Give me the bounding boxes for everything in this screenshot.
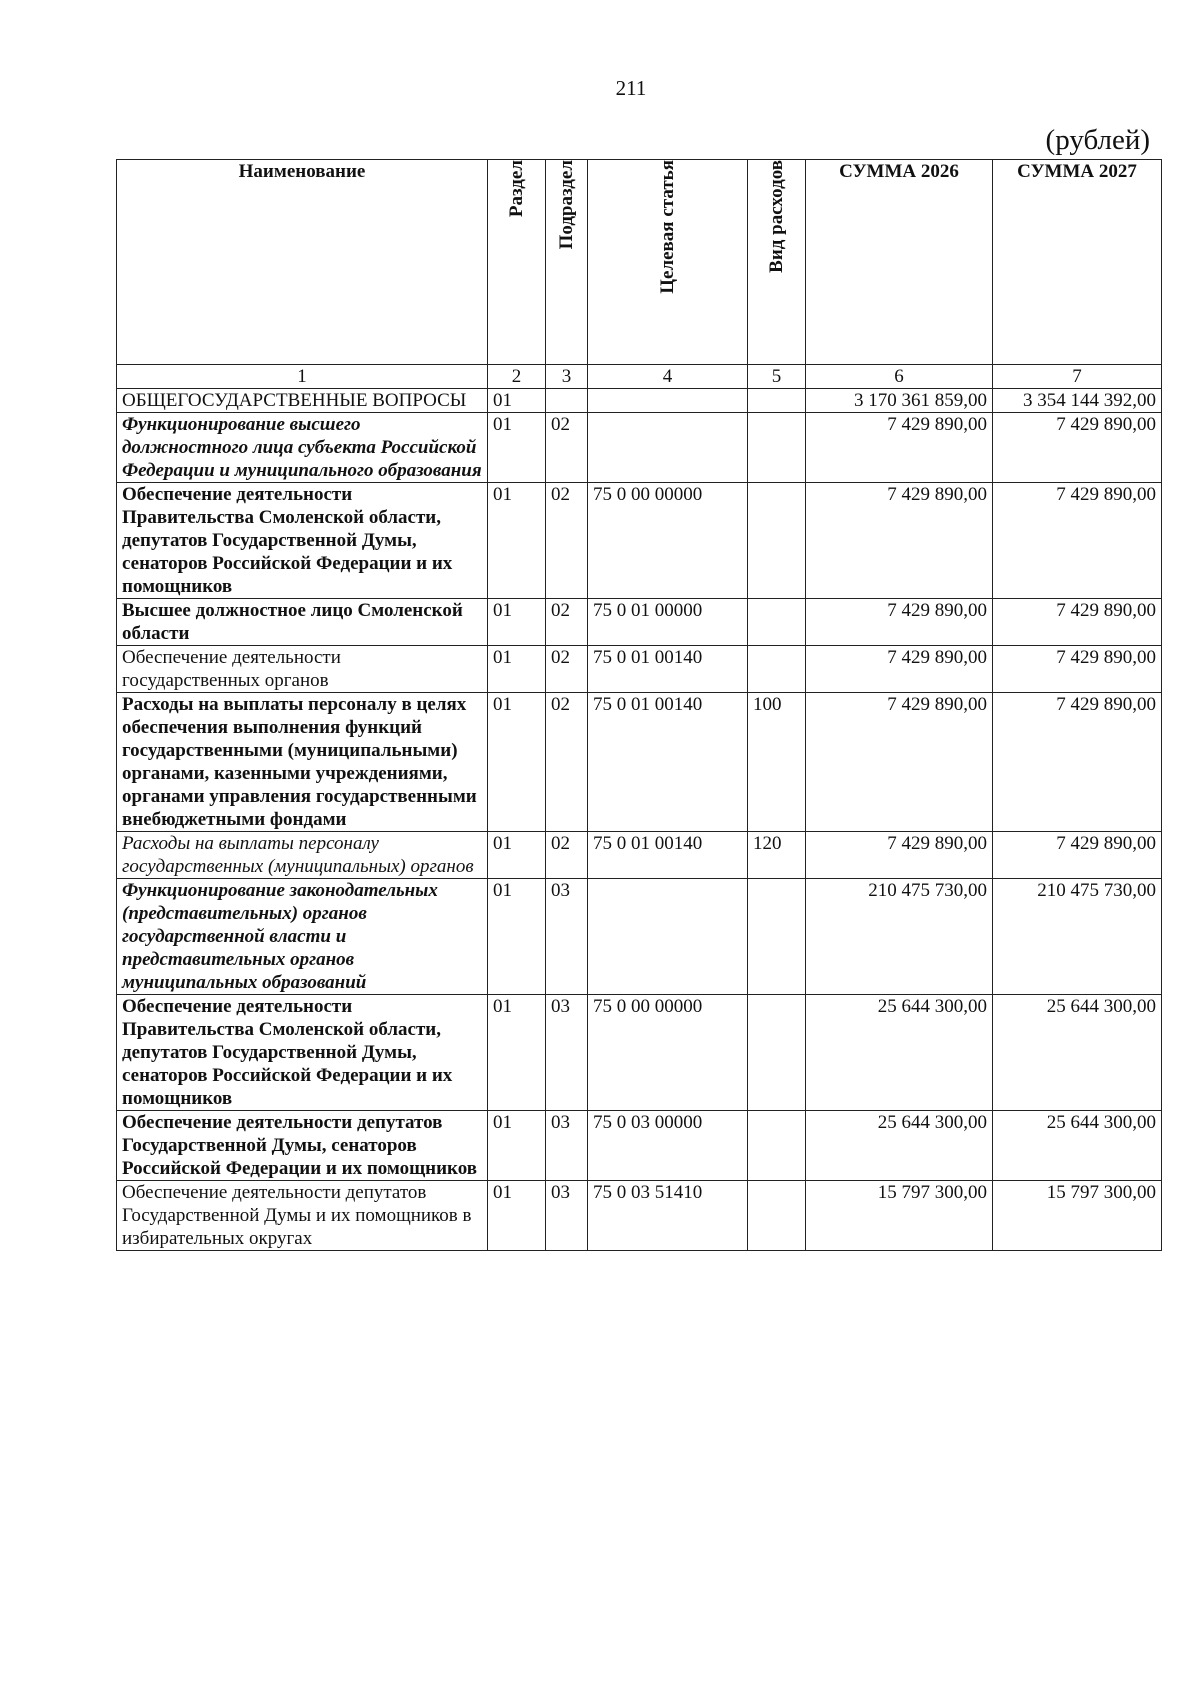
row-expense-type [748, 646, 806, 693]
row-subsection: 03 [546, 879, 588, 995]
column-number: 2 [488, 365, 546, 389]
row-name: Функционирование законодательных (представительных) органов государственной власти и представительных органов муниципальных образований [117, 879, 488, 995]
row-section: 01 [488, 693, 546, 832]
row-sum-2026: 7 429 890,00 [806, 693, 993, 832]
row-target: 75 0 00 00000 [588, 483, 748, 599]
row-section: 01 [488, 879, 546, 995]
row-expense-type: 100 [748, 693, 806, 832]
row-target: 75 0 01 00000 [588, 599, 748, 646]
header-name: Наименование [117, 160, 488, 365]
table-row [117, 599, 1162, 646]
row-subsection: 03 [546, 1181, 588, 1251]
row-sum-2026: 3 170 361 859,00 [806, 389, 993, 413]
row-sum-2027: 25 644 300,00 [993, 1111, 1162, 1181]
row-expense-type [748, 1181, 806, 1251]
row-subsection: 02 [546, 483, 588, 599]
row-subsection: 03 [546, 1111, 588, 1181]
page-number: 211 [615, 76, 647, 100]
row-subsection: 02 [546, 599, 588, 646]
row-section: 01 [488, 483, 546, 599]
row-section: 01 [488, 1181, 546, 1251]
row-name: Расходы на выплаты персоналу в целях обеспечения выполнения функций государственными (муниципальными) органами, казенными учреждениями, органами управления государственными внебюджетными фондами [117, 693, 488, 832]
row-target: 75 0 01 00140 [588, 646, 748, 693]
row-sum-2026: 210 475 730,00 [806, 879, 993, 995]
row-target: 75 0 03 00000 [588, 1111, 748, 1181]
table-row [117, 483, 1162, 599]
column-number: 1 [117, 365, 488, 389]
row-name: Обеспечение деятельности Правительства Смоленской области, депутатов Государственной Думы, сенаторов Российской Федерации и их помощников [117, 995, 488, 1111]
row-section: 01 [488, 599, 546, 646]
row-sum-2026: 25 644 300,00 [806, 995, 993, 1111]
header-sum-2026: СУММА 2026 [806, 160, 993, 365]
row-section: 01 [488, 413, 546, 483]
row-name: Обеспечение деятельности депутатов Государственной Думы и их помощников в избирательных округах [117, 1181, 488, 1251]
row-sum-2026: 25 644 300,00 [806, 1111, 993, 1181]
table-row [117, 832, 1162, 879]
column-number-row [117, 365, 1162, 389]
row-sum-2027: 7 429 890,00 [993, 693, 1162, 832]
table-row [117, 995, 1162, 1111]
row-section: 01 [488, 646, 546, 693]
row-sum-2027: 25 644 300,00 [993, 995, 1162, 1111]
row-section: 01 [488, 389, 546, 413]
row-section: 01 [488, 1111, 546, 1181]
row-name: Расходы на выплаты персоналу государственных (муниципальных) органов [117, 832, 488, 879]
units-label: (рублей) [1045, 124, 1150, 156]
row-expense-type [748, 413, 806, 483]
row-sum-2026: 7 429 890,00 [806, 483, 993, 599]
column-number: 4 [588, 365, 748, 389]
row-subsection [546, 389, 588, 413]
row-expense-type [748, 995, 806, 1111]
budget-table [116, 159, 1162, 1251]
row-sum-2027: 7 429 890,00 [993, 646, 1162, 693]
header-subsection: Подраздел [546, 160, 588, 365]
row-sum-2026: 7 429 890,00 [806, 413, 993, 483]
row-sum-2026: 7 429 890,00 [806, 832, 993, 879]
column-number: 5 [748, 365, 806, 389]
column-number: 7 [993, 365, 1162, 389]
table-row [117, 389, 1162, 413]
table-row [117, 879, 1162, 995]
row-target [588, 389, 748, 413]
row-target [588, 879, 748, 995]
row-subsection: 02 [546, 646, 588, 693]
row-name: Обеспечение деятельности Правительства Смоленской области, депутатов Государственной Думы, сенаторов Российской Федерации и их помощников [117, 483, 488, 599]
table-row [117, 693, 1162, 832]
table-row [117, 646, 1162, 693]
row-target: 75 0 01 00140 [588, 832, 748, 879]
column-number: 6 [806, 365, 993, 389]
row-target: 75 0 01 00140 [588, 693, 748, 832]
row-subsection: 02 [546, 413, 588, 483]
header-expense-type: Вид расходов [748, 160, 806, 365]
table-row [117, 413, 1162, 483]
row-name: Функционирование высшего должностного лица субъекта Российской Федерации и муниципального образования [117, 413, 488, 483]
row-name: ОБЩЕГОСУДАРСТВЕННЫЕ ВОПРОСЫ [117, 389, 488, 413]
header-row [117, 160, 1162, 365]
row-expense-type [748, 389, 806, 413]
row-expense-type [748, 599, 806, 646]
row-sum-2026: 7 429 890,00 [806, 599, 993, 646]
row-section: 01 [488, 995, 546, 1111]
row-expense-type [748, 483, 806, 599]
row-expense-type: 120 [748, 832, 806, 879]
row-target: 75 0 00 00000 [588, 995, 748, 1111]
row-section: 01 [488, 832, 546, 879]
row-sum-2027: 7 429 890,00 [993, 413, 1162, 483]
row-subsection: 02 [546, 693, 588, 832]
row-expense-type [748, 879, 806, 995]
row-sum-2027: 7 429 890,00 [993, 483, 1162, 599]
row-sum-2027: 15 797 300,00 [993, 1181, 1162, 1251]
row-sum-2027: 210 475 730,00 [993, 879, 1162, 995]
table-row [117, 1181, 1162, 1251]
table-row [117, 1111, 1162, 1181]
row-sum-2026: 7 429 890,00 [806, 646, 993, 693]
row-subsection: 02 [546, 832, 588, 879]
header-sum-2027: СУММА 2027 [993, 160, 1162, 365]
row-sum-2027: 3 354 144 392,00 [993, 389, 1162, 413]
row-target: 75 0 03 51410 [588, 1181, 748, 1251]
row-name: Высшее должностное лицо Смоленской области [117, 599, 488, 646]
row-expense-type [748, 1111, 806, 1181]
row-subsection: 03 [546, 995, 588, 1111]
row-sum-2026: 15 797 300,00 [806, 1181, 993, 1251]
row-name: Обеспечение деятельности государственных органов [117, 646, 488, 693]
row-target [588, 413, 748, 483]
row-name: Обеспечение деятельности депутатов Государственной Думы, сенаторов Российской Федерации и их помощников [117, 1111, 488, 1181]
row-sum-2027: 7 429 890,00 [993, 599, 1162, 646]
header-section: Раздел [488, 160, 546, 365]
column-number: 3 [546, 365, 588, 389]
row-sum-2027: 7 429 890,00 [993, 832, 1162, 879]
header-target: Целевая статья [588, 160, 748, 365]
